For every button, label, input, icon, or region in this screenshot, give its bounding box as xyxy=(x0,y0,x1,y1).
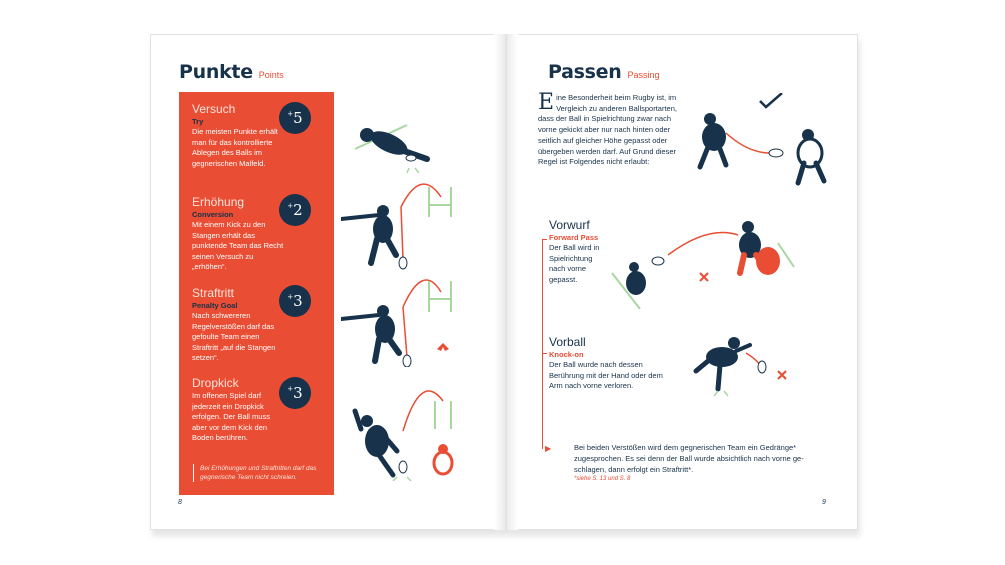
panel-note: Bei Erhöhungen und Straftritten darf das gegnerische Team nicht schreien. xyxy=(193,464,329,482)
points-value: 3 xyxy=(293,384,303,402)
heading-text: Passen xyxy=(548,61,622,83)
right-page xyxy=(504,34,858,530)
intro-paragraph xyxy=(538,90,683,168)
item-english: Try xyxy=(192,117,204,126)
drop-cap: E xyxy=(538,90,555,115)
plus-sign: + xyxy=(287,202,294,210)
book-spread xyxy=(150,34,858,532)
points-badge xyxy=(279,102,311,134)
heading-subtitle: Passing xyxy=(627,70,660,80)
rule-body: Der Ball wird in Spielrichtung nach vorne gepasst. xyxy=(549,243,600,284)
page-title-passing xyxy=(548,61,660,83)
points-badge xyxy=(279,194,311,226)
dropkick-illustration xyxy=(351,371,471,481)
rule-knock-on xyxy=(549,335,699,392)
item-body: Mit einem Kick zu den Stangen erhält das punktende Team das Recht seinen Versuch zu „erhöhen“. xyxy=(192,220,284,271)
conversion-illustration xyxy=(341,177,461,277)
intro-text: ine Besonderheit beim Rugby ist, im Vergleich zu anderen Ballsportarten, dass der Ball in Spielrichtung zwar nach vorne gekickt aber nur nach hinten oder seitlich auf gleicher Höhe gepasst oder übergeben werden darf. Auf Grund dieser Regel ist Folgendes nicht erlaubt: xyxy=(538,93,677,167)
points-value: 3 xyxy=(293,292,303,310)
page-number: 8 xyxy=(178,499,182,506)
points-item-conversion xyxy=(192,195,332,273)
points-value: 5 xyxy=(293,109,303,127)
item-title: Erhöhung xyxy=(192,195,245,209)
rule-english: Forward Pass xyxy=(549,233,599,242)
points-value: 2 xyxy=(293,201,303,219)
item-body: Die meisten Punkte erhält man für das kontrollierte Ablegen des Balls im gegnerischen Malfeld. xyxy=(192,127,278,168)
item-title: Dropkick xyxy=(192,376,239,390)
points-panel xyxy=(179,92,334,495)
heading-subtitle: Points xyxy=(258,70,284,80)
rule-title: Vorball xyxy=(549,335,586,349)
item-english: Conversion xyxy=(192,210,234,219)
page-title-points xyxy=(179,61,284,83)
item-body: Nach schwereren Regelverstößen darf das gefoulte Team einen Straftritt „auf die Stangen setzen“. xyxy=(192,311,276,362)
try-illustration xyxy=(349,113,459,173)
outro-paragraph: Bei beiden Verstößen wird dem gegnerischen Team ein Gedränge* zugesprochen. Es sei denn der Ball wurde absichtlich nach vorne geschlagen, dann erfolgt ein Straftritt*. xyxy=(574,443,804,474)
book-gutter xyxy=(494,34,518,530)
points-item-penalty xyxy=(192,286,332,364)
item-body: Im offenen Spiel darf jederzeit ein Dropkick erfolgen. Der Ball muss aber vor dem Kick den Boden berühren. xyxy=(192,391,270,442)
plus-sign: + xyxy=(287,385,294,393)
heading-text: Punkte xyxy=(179,61,253,83)
item-title: Versuch xyxy=(192,102,236,116)
page-number: 9 xyxy=(822,499,826,506)
rule-english: Knock-on xyxy=(549,350,584,359)
plus-sign: + xyxy=(287,110,294,118)
plus-sign: + xyxy=(287,293,294,301)
rule-body: Der Ball wurde nach dessen Berührung mit der Hand oder dem Arm nach vorne verloren. xyxy=(549,360,663,390)
points-item-dropkick xyxy=(192,376,332,444)
item-title: Straftritt xyxy=(192,286,235,300)
points-item-try xyxy=(192,102,332,169)
bracket-line xyxy=(542,239,550,449)
bracket-tick xyxy=(542,239,547,240)
rule-title: Vorwurf xyxy=(549,218,590,232)
points-badge xyxy=(279,377,311,409)
item-english: Penalty Goal xyxy=(192,301,238,310)
left-page xyxy=(150,34,504,530)
penalty-illustration xyxy=(341,267,461,367)
legal-pass-illustration xyxy=(690,93,840,189)
bracket-tick xyxy=(542,353,547,354)
points-badge xyxy=(279,285,311,317)
footnote: *siehe S. 13 und S. 8 xyxy=(574,476,631,482)
knock-on-illustration xyxy=(690,331,810,397)
bracket-arrow-icon: ▶ xyxy=(545,444,552,453)
forward-pass-illustration xyxy=(608,215,798,315)
